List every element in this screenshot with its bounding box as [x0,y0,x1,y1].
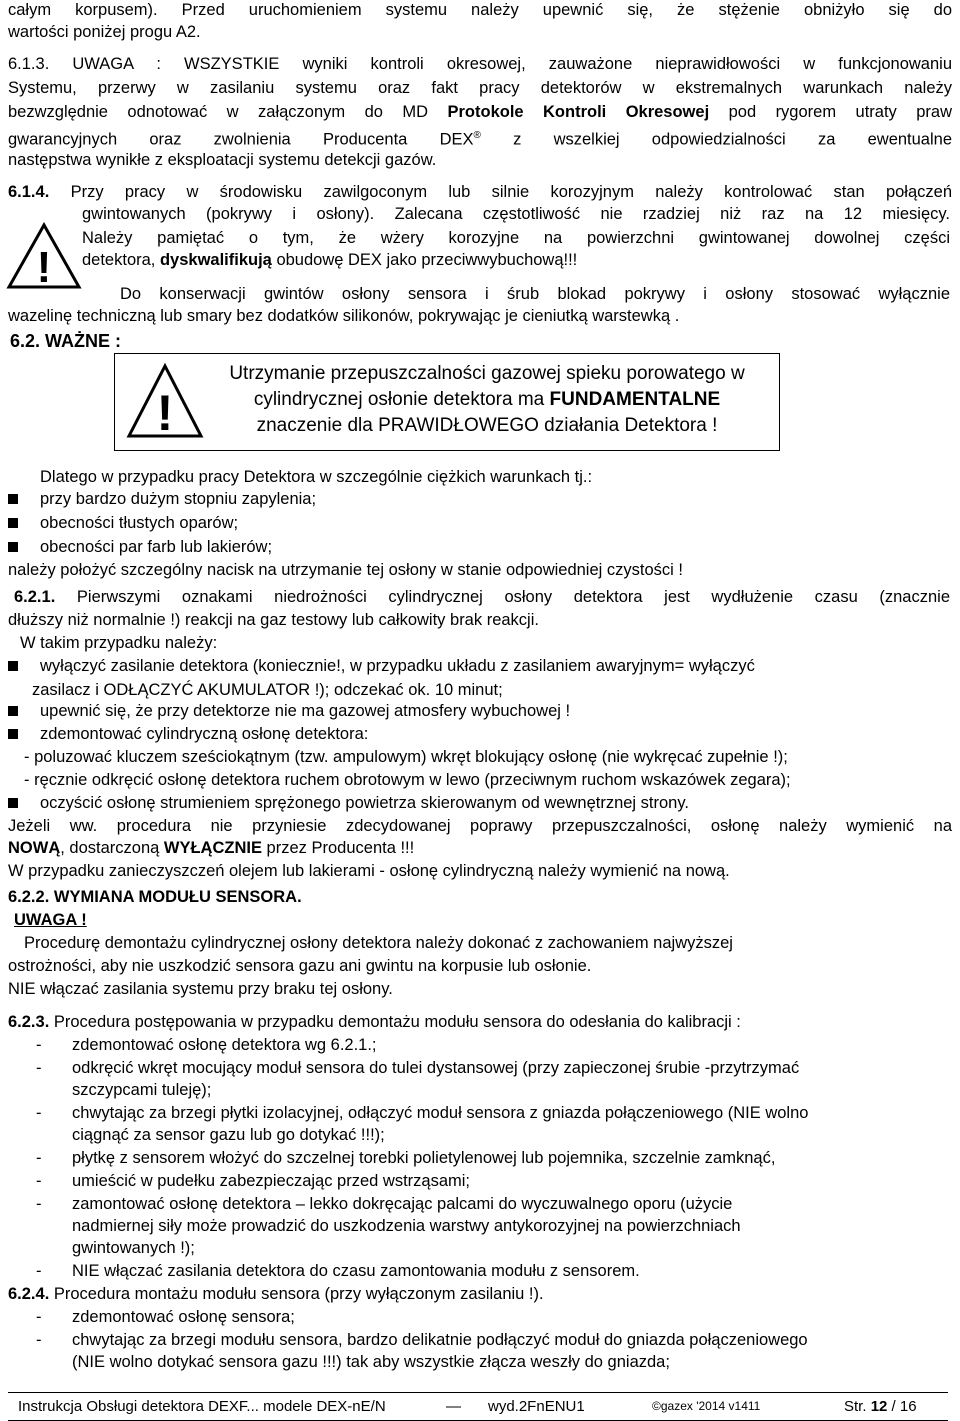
list-item: chwytając za brzegi modułu sensora, bardzo delikatnie podłączyć moduł do gniazda połączeniowego [72,1331,808,1349]
text-line: gwintowanych (pokrywy i osłony). Zalecana częstotliwość nie rzadziej niż raz na 12 miesięcy. [82,205,950,223]
list-item: zdemontować cylindryczną osłonę detektora: [40,725,369,743]
dash-marker: - [36,1149,42,1167]
footer-copyright: ©gazex '2014 v1411 [652,1399,761,1413]
dash-marker: - [36,1331,42,1349]
svg-text:!: ! [36,243,52,290]
page-footer [8,1392,948,1421]
list-item: zamontować osłonę detektora – lekko dokręcając palcami do wyczuwalnego oporu (użycie [72,1195,733,1213]
list-item: zdemontować osłonę sensora; [72,1308,295,1326]
section-6-2-heading: 6.2. WAŻNE : [10,331,122,351]
section-6-2-4: 6.2.4. Procedura montażu modułu sensora (przy wyłączonym zasilaniu !). [8,1285,544,1303]
text-line: wazelinę techniczną lub smary bez dodatków silikonów, pokrywając je cieniutką warstewką . [8,307,680,325]
list-item: zdemontować osłonę detektora wg 6.2.1.; [72,1036,377,1054]
warning-heading: UWAGA ! [14,911,87,929]
section-6-2-3: 6.2.3. Procedura postępowania w przypadku demontażu modułu sensora do odesłania do kalibracji : [8,1013,741,1031]
text-line: dłuższy niż normalnie !) reakcji na gaz testowy lub całkowity brak reakcji. [8,611,539,629]
text-line: bezwzględnie odnotować w załączonym do MD Protokole Kontroli Okresowej pod rygorem utraty praw [8,103,952,121]
list-item: odkręcić wkręt mocujący moduł sensora do tulei dystansowej (przy zapieczonej śrubie -przytrzymać [72,1059,800,1077]
section-6-2-2-heading: 6.2.2. WYMIANA MODUŁU SENSORA. [8,888,302,906]
text-line: całym korpusem). Przed uruchomieniem systemu należy upewnić się, że stężenie obniżyło się do [8,1,952,19]
list-item: gwintowanych !); [72,1239,195,1257]
list-item: nadmiernej siły może prowadzić do uszkodzenia warstwy antykorozyjnej na powierzchniach [72,1217,741,1235]
bullet-icon [8,729,18,739]
bullet-icon [8,494,18,504]
dash-marker: - [36,1308,42,1326]
list-item: szczypcami tuleję); [72,1081,212,1099]
text-line: ostrożności, aby nie uszkodzić sensora gazu ani gwintu na korpusie lub osłonie. [8,957,592,975]
list-item: zasilacz i ODŁĄCZYĆ AKUMULATOR !); odczekać ok. 10 minut; [32,681,503,699]
section-6-1-3: 6.1.3. UWAGA : WSZYSTKIE wyniki kontroli okresowej, zauważone nieprawidłowości w funkcjonowaniu [8,55,952,73]
svg-text:!: ! [156,385,174,441]
list-item: umieścić w pudełku zabezpieczając przed wstrząsami; [72,1172,470,1190]
dash-marker: - [36,1195,42,1213]
list-item: wyłączyć zasilanie detektora (koniecznie!, w przypadku układu z zasilaniem awaryjnym= wyłączyć [40,657,755,675]
bullet-icon [8,706,18,716]
text-line: detektora, dyskwalifikują obudowę DEX jako przeciwwybuchową!!! [82,251,578,269]
bullet-icon [8,542,18,552]
text-line: Należy pamiętać o tym, że wżery korozyjne na powierzchni gwintowanej dowolnej części [82,229,950,247]
box-line: Utrzymanie przepuszczalności gazowej spieku porowatego w [229,363,745,384]
footer-manual-title: Instrukcja Obsługi detektora DEXF... modele DEX-nE/N [18,1398,386,1415]
text-line: Jeżeli ww. procedura nie przyniesie zdecydowanej poprawy przepuszczalności, osłonę należy wymienić na [8,817,952,835]
text-line: W takim przypadku należy: [20,634,218,652]
text-line: Dlatego w przypadku pracy Detektora w szczególnie ciężkich warunkach tj.: [40,468,593,486]
dash-marker: - [36,1262,42,1280]
text-line: Systemu, przerwy w zasilaniu systemu oraz fakt pracy detektorów w ekstremalnych warunkach należy [8,79,952,97]
bullet-icon [8,661,18,671]
footer-edition: wyd.2FnENU1 [488,1398,585,1415]
list-item: obecności tłustych oparów; [40,514,239,532]
text-line: Procedurę demontażu cylindrycznej osłony detektora należy dokonać z zachowaniem najwyższej [24,934,733,952]
list-item: (NIE wolno dotykać sensora gazu !!!) tak aby wszystkie złącza weszły do gniazda; [72,1353,670,1371]
footer-dash: — [446,1398,461,1415]
section-6-1-4: 6.1.4. Przy pracy w środowisku zawilgoconym lub silnie korozyjnym należy kontrolować stan połączeń [8,183,952,201]
bullet-icon [8,798,18,808]
section-6-2-1: 6.2.1. Pierwszymi oznakami niedrożności cylindrycznej osłony detektora jest wydłużenie czasu (znacznie [14,588,950,606]
text-line: NOWĄ, dostarczoną WYŁĄCZNIE przez Producenta !!! [8,839,415,857]
footer-page-number: Str. 12 / 16 [844,1398,917,1415]
text-line: należy położyć szczególny nacisk na utrzymanie tej osłony w stanie odpowiedniej czystości ! [8,561,683,579]
text-line: gwarancyjnych oraz zwolnienia Producenta DEX® z wszelkiej odpowiedzialności za ewentualne [8,130,953,149]
list-item: - poluzować kluczem sześciokątnym (tzw. ampulowym) wkręt blokujący osłonę (nie wykręcać zupełnie !); [24,748,788,766]
dash-marker: - [36,1059,42,1077]
dash-marker: - [36,1172,42,1190]
warning-triangle-icon [6,222,82,290]
text-line: W przypadku zanieczyszczeń olejem lub lakierami - osłonę cylindryczną należy wymienić na nową. [8,862,730,880]
box-line: znaczenie dla PRAWIDŁOWEGO działania Detektora ! [256,415,718,436]
list-item: obecności par farb lub lakierów; [40,538,273,556]
list-item: oczyścić osłonę strumieniem sprężonego powietrza skierowanym od wewnętrznej strony. [40,794,689,812]
list-item: przy bardzo dużym stopniu zapylenia; [40,490,317,508]
box-line: cylindrycznej osłonie detektora ma FUNDAMENTALNE [253,389,721,410]
bullet-icon [8,518,18,528]
important-box [114,353,780,451]
text-line: wartości poniżej progu A2. [8,23,201,41]
text-line: NIE włączać zasilania systemu przy braku tej osłony. [8,980,393,998]
list-item: upewnić się, że przy detektorze nie ma gazowej atmosfery wybuchowej ! [40,702,571,720]
list-item: NIE włączać zasilania detektora do czasu zamontowania modułu z sensorem. [72,1262,640,1280]
list-item: płytkę z sensorem włożyć do szczelnej torebki polietylenowej lub pojemnika, szczelnie zamknąć, [72,1149,776,1167]
list-item: ciągnąć za sensor gazu lub go dotykać !!!); [72,1126,385,1144]
dash-marker: - [36,1104,42,1122]
text-line: Do konserwacji gwintów osłony sensora i śrub blokad pokrywy i osłony stosować wyłącznie [120,285,950,303]
text-line: następstwa wynikłe z eksploatacji systemu detekcji gazów. [8,151,437,169]
dash-marker: - [36,1036,42,1054]
list-item: chwytając za brzegi płytki izolacyjnej, odłączyć moduł sensora z gniazda połączeniowego (NIE wolno [72,1104,809,1122]
list-item: - ręcznie odkręcić osłonę detektora ruchem obrotowym w lewo (przeciwnym ruchom wskazówek zegara); [24,771,791,789]
